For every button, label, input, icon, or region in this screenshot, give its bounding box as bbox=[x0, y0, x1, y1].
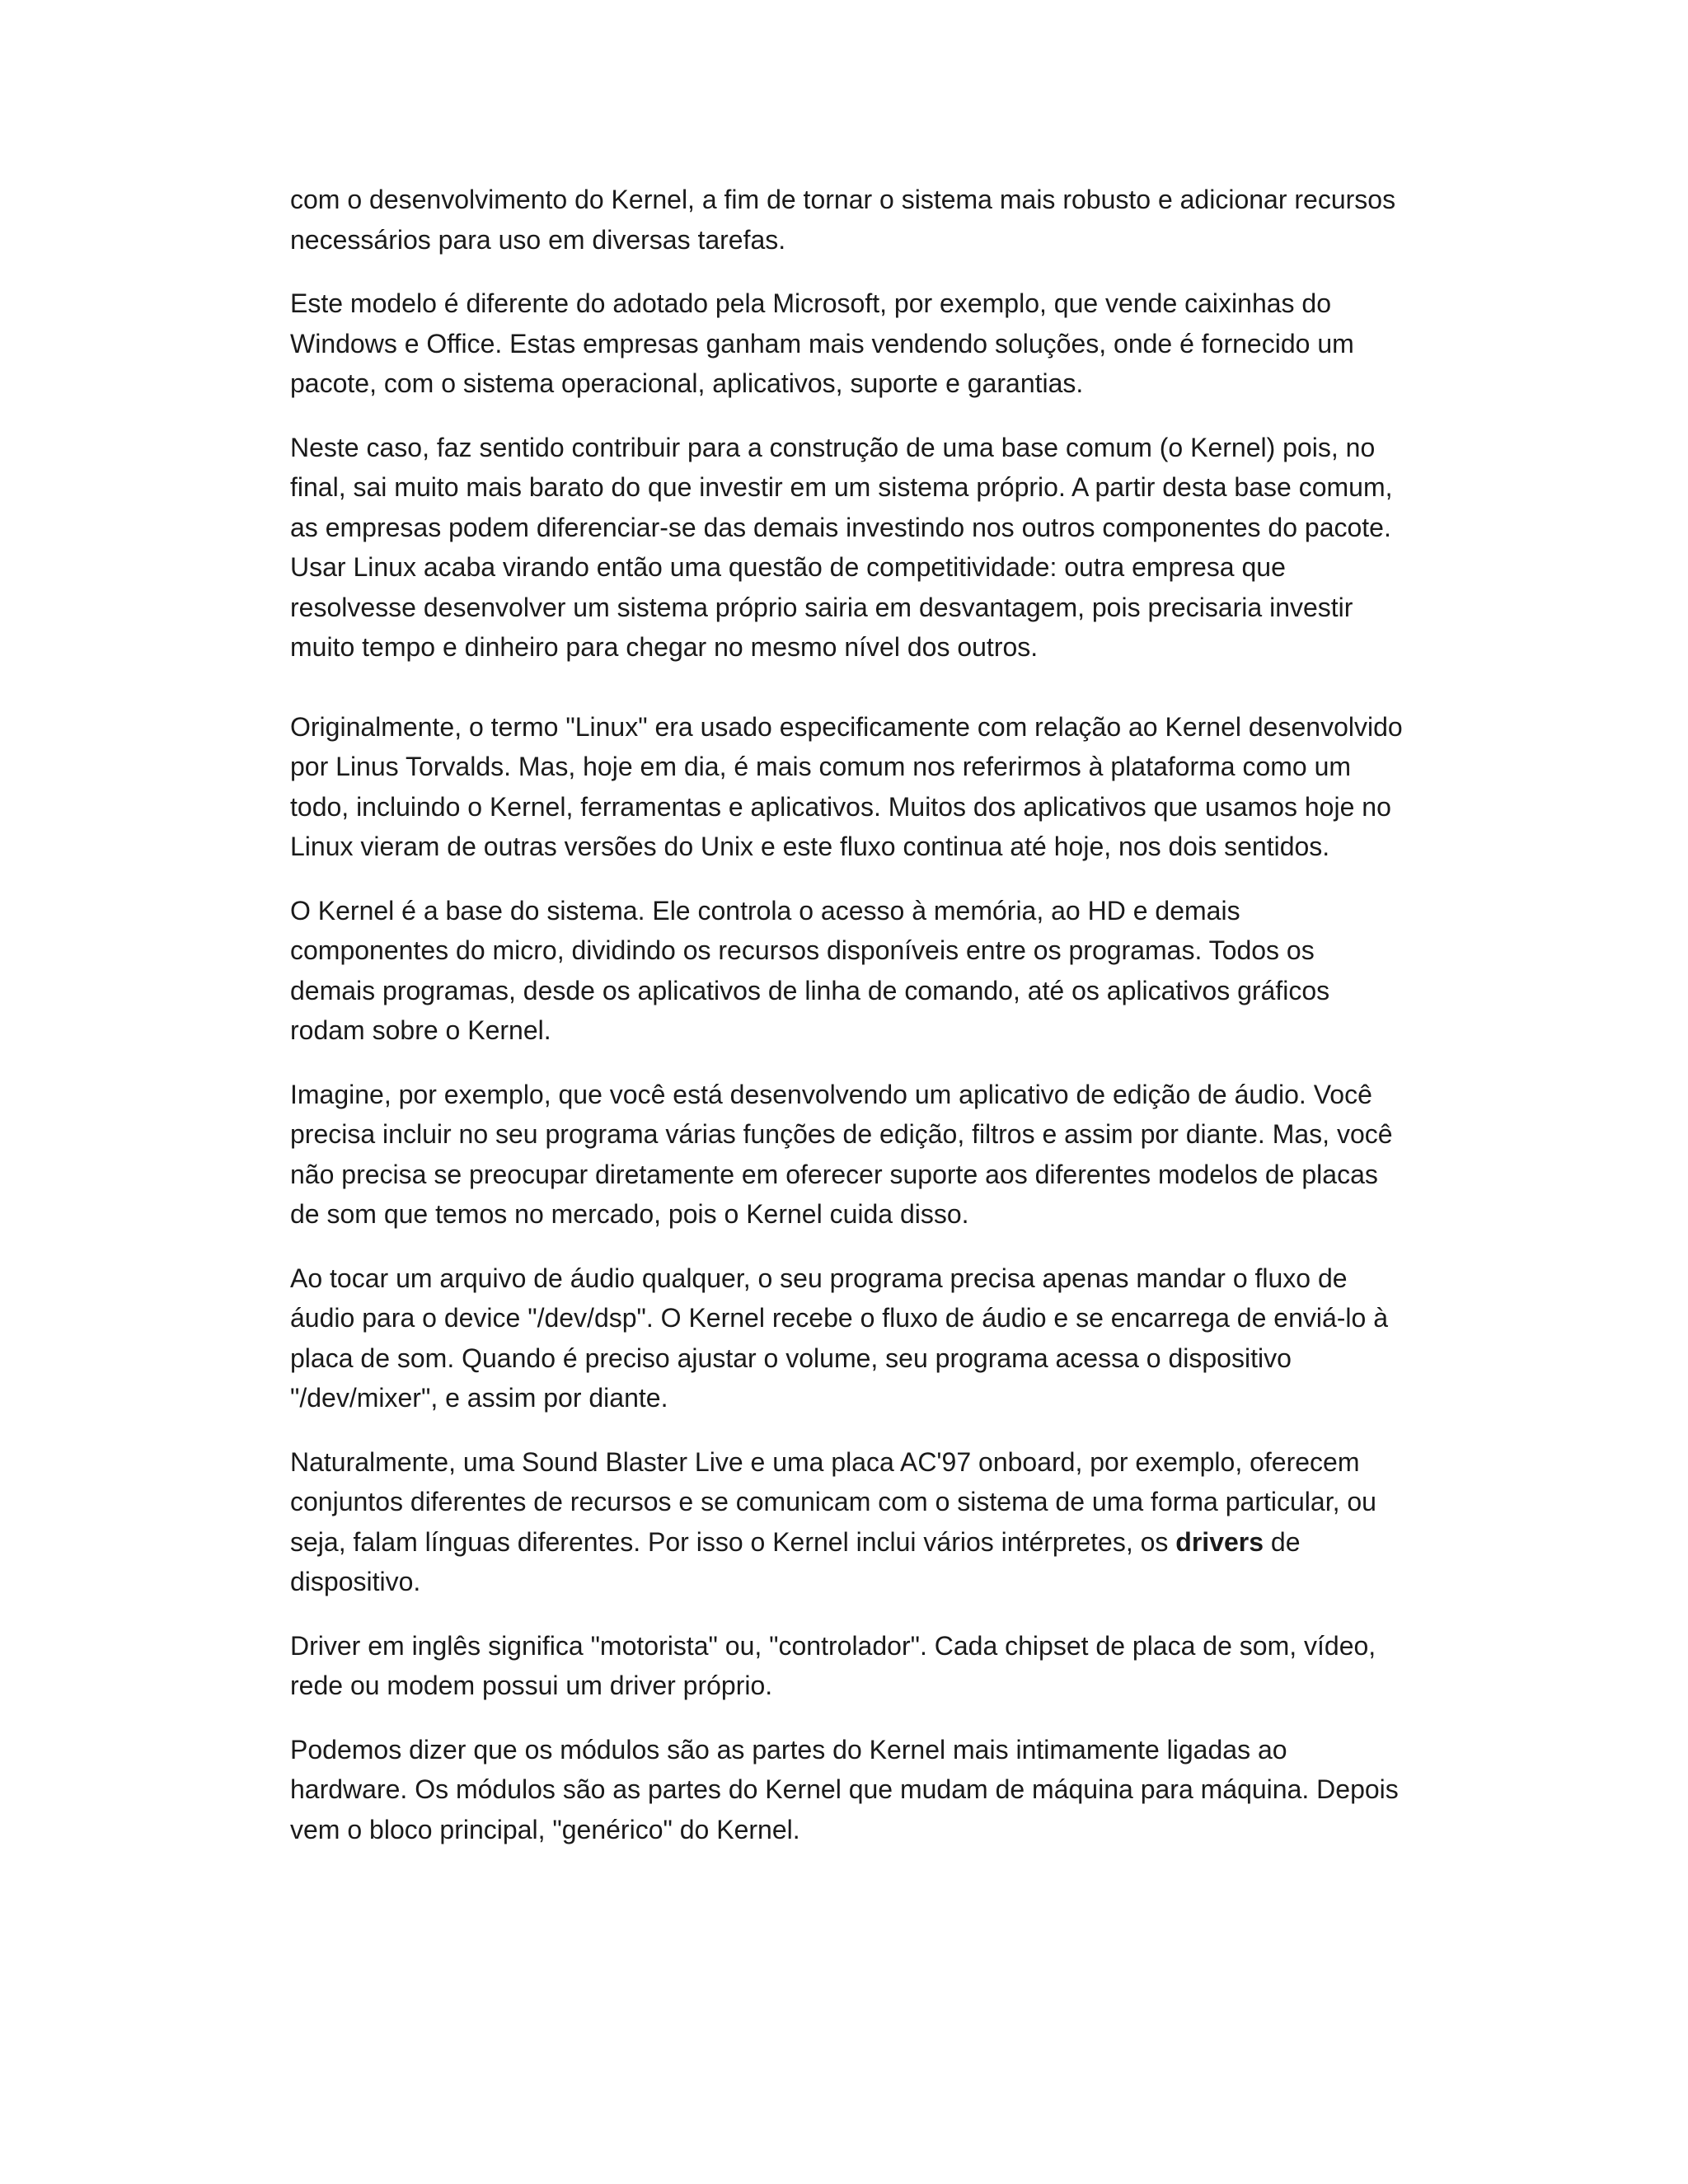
paragraph-microsoft-model: Este modelo é diferente do adotado pela Microsoft, por exemplo, que vende caixinhas do Windows e Office. Estas empresas ganham mais vendendo soluções, onde é fornecido um pacote, com o sistema operacional, aplicativos, suporte e garantias. bbox=[290, 288, 1354, 398]
paragraph-kernel-base: O Kernel é a base do sistema. Ele controla o acesso à memória, ao HD e demais componentes do micro, dividindo os recursos disponíveis entre os programas. Todos os demais programas, desde os aplicativos de linha de comando, até os aplicativos gráficos rodam sobre o Kernel. bbox=[290, 895, 1330, 1045]
paragraph-linux-term: Originalmente, o termo "Linux" era usado especificamente com relação ao Kernel desenvolvido por Linus Torvalds. Mas, hoje em dia, é mais comum nos referirmos à plataforma como um todo, incluindo o Kernel, ferramentas e aplicativos. Muitos dos aplicativos que usamos hoje no Linux vieram de outras versões do Unix e este fluxo continua até hoje, nos dois sentidos. bbox=[290, 711, 1403, 861]
paragraph-modules: Podemos dizer que os módulos são as partes do Kernel mais intimamente ligadas ao hardware. Os módulos são as partes do Kernel que mudam de máquina para máquina. Depois vem o bloco principal, "genérico" do Kernel. bbox=[290, 1734, 1399, 1844]
drivers-text-after: de dispositivo. bbox=[290, 1526, 1301, 1596]
paragraph-kernel-development: com o desenvolvimento do Kernel, a fim de tornar o sistema mais robusto e adicionar recursos necessários para uso em diversas tarefas. bbox=[290, 185, 1396, 255]
paragraph-audio-example: Imagine, por exemplo, que você está desenvolvendo um aplicativo de edição de áudio. Você precisa incluir no seu programa várias funções de edição, filtros e assim por diante. Mas, você não precisa se preocupar diretamente em oferecer suporte aos diferentes modelos de placas de som que temos no mercado, pois o Kernel cuida disso. bbox=[290, 1079, 1393, 1229]
drivers-bold-term: drivers bbox=[1175, 1526, 1264, 1557]
paragraph-drivers bbox=[290, 1442, 1403, 1602]
paragraph-common-base: Neste caso, faz sentido contribuir para a construção de uma base comum (o Kernel) pois, no final, sai muito mais barato do que investir em um sistema próprio. A partir desta base comum, as empresas podem diferenciar-se das demais investindo nos outros componentes do pacote. Usar Linux acaba virando então uma questão de competitividade: outra empresa que resolvesse desenvolver um sistema próprio sairia em desvantagem, pois precisaria investir muito tempo e dinheiro para chegar no mesmo nível dos outros. bbox=[290, 432, 1393, 662]
paragraph-audio-device: Ao tocar um arquivo de áudio qualquer, o seu programa precisa apenas mandar o fluxo de áudio para o device "/dev/dsp". O Kernel recebe o fluxo de áudio e se encarrega de enviá-lo à placa de som. Quando é preciso ajustar o volume, seu programa acessa o dispositivo "/dev/mixer", e assim por diante. bbox=[290, 1263, 1389, 1413]
drivers-text-before: Naturalmente, uma Sound Blaster Live e uma placa AC'97 onboard, por exemplo, oferecem conjuntos diferentes de recursos e se comunicam com o sistema de uma forma particular, ou seja, falam línguas diferentes. Por isso o Kernel inclui vários intérpretes, os bbox=[290, 1446, 1376, 1557]
body-text bbox=[290, 180, 1403, 1873]
paragraph-driver-meaning: Driver em inglês significa "motorista" ou, "controlador". Cada chipset de placa de som, vídeo, rede ou modem possui um driver próprio. bbox=[290, 1630, 1376, 1700]
